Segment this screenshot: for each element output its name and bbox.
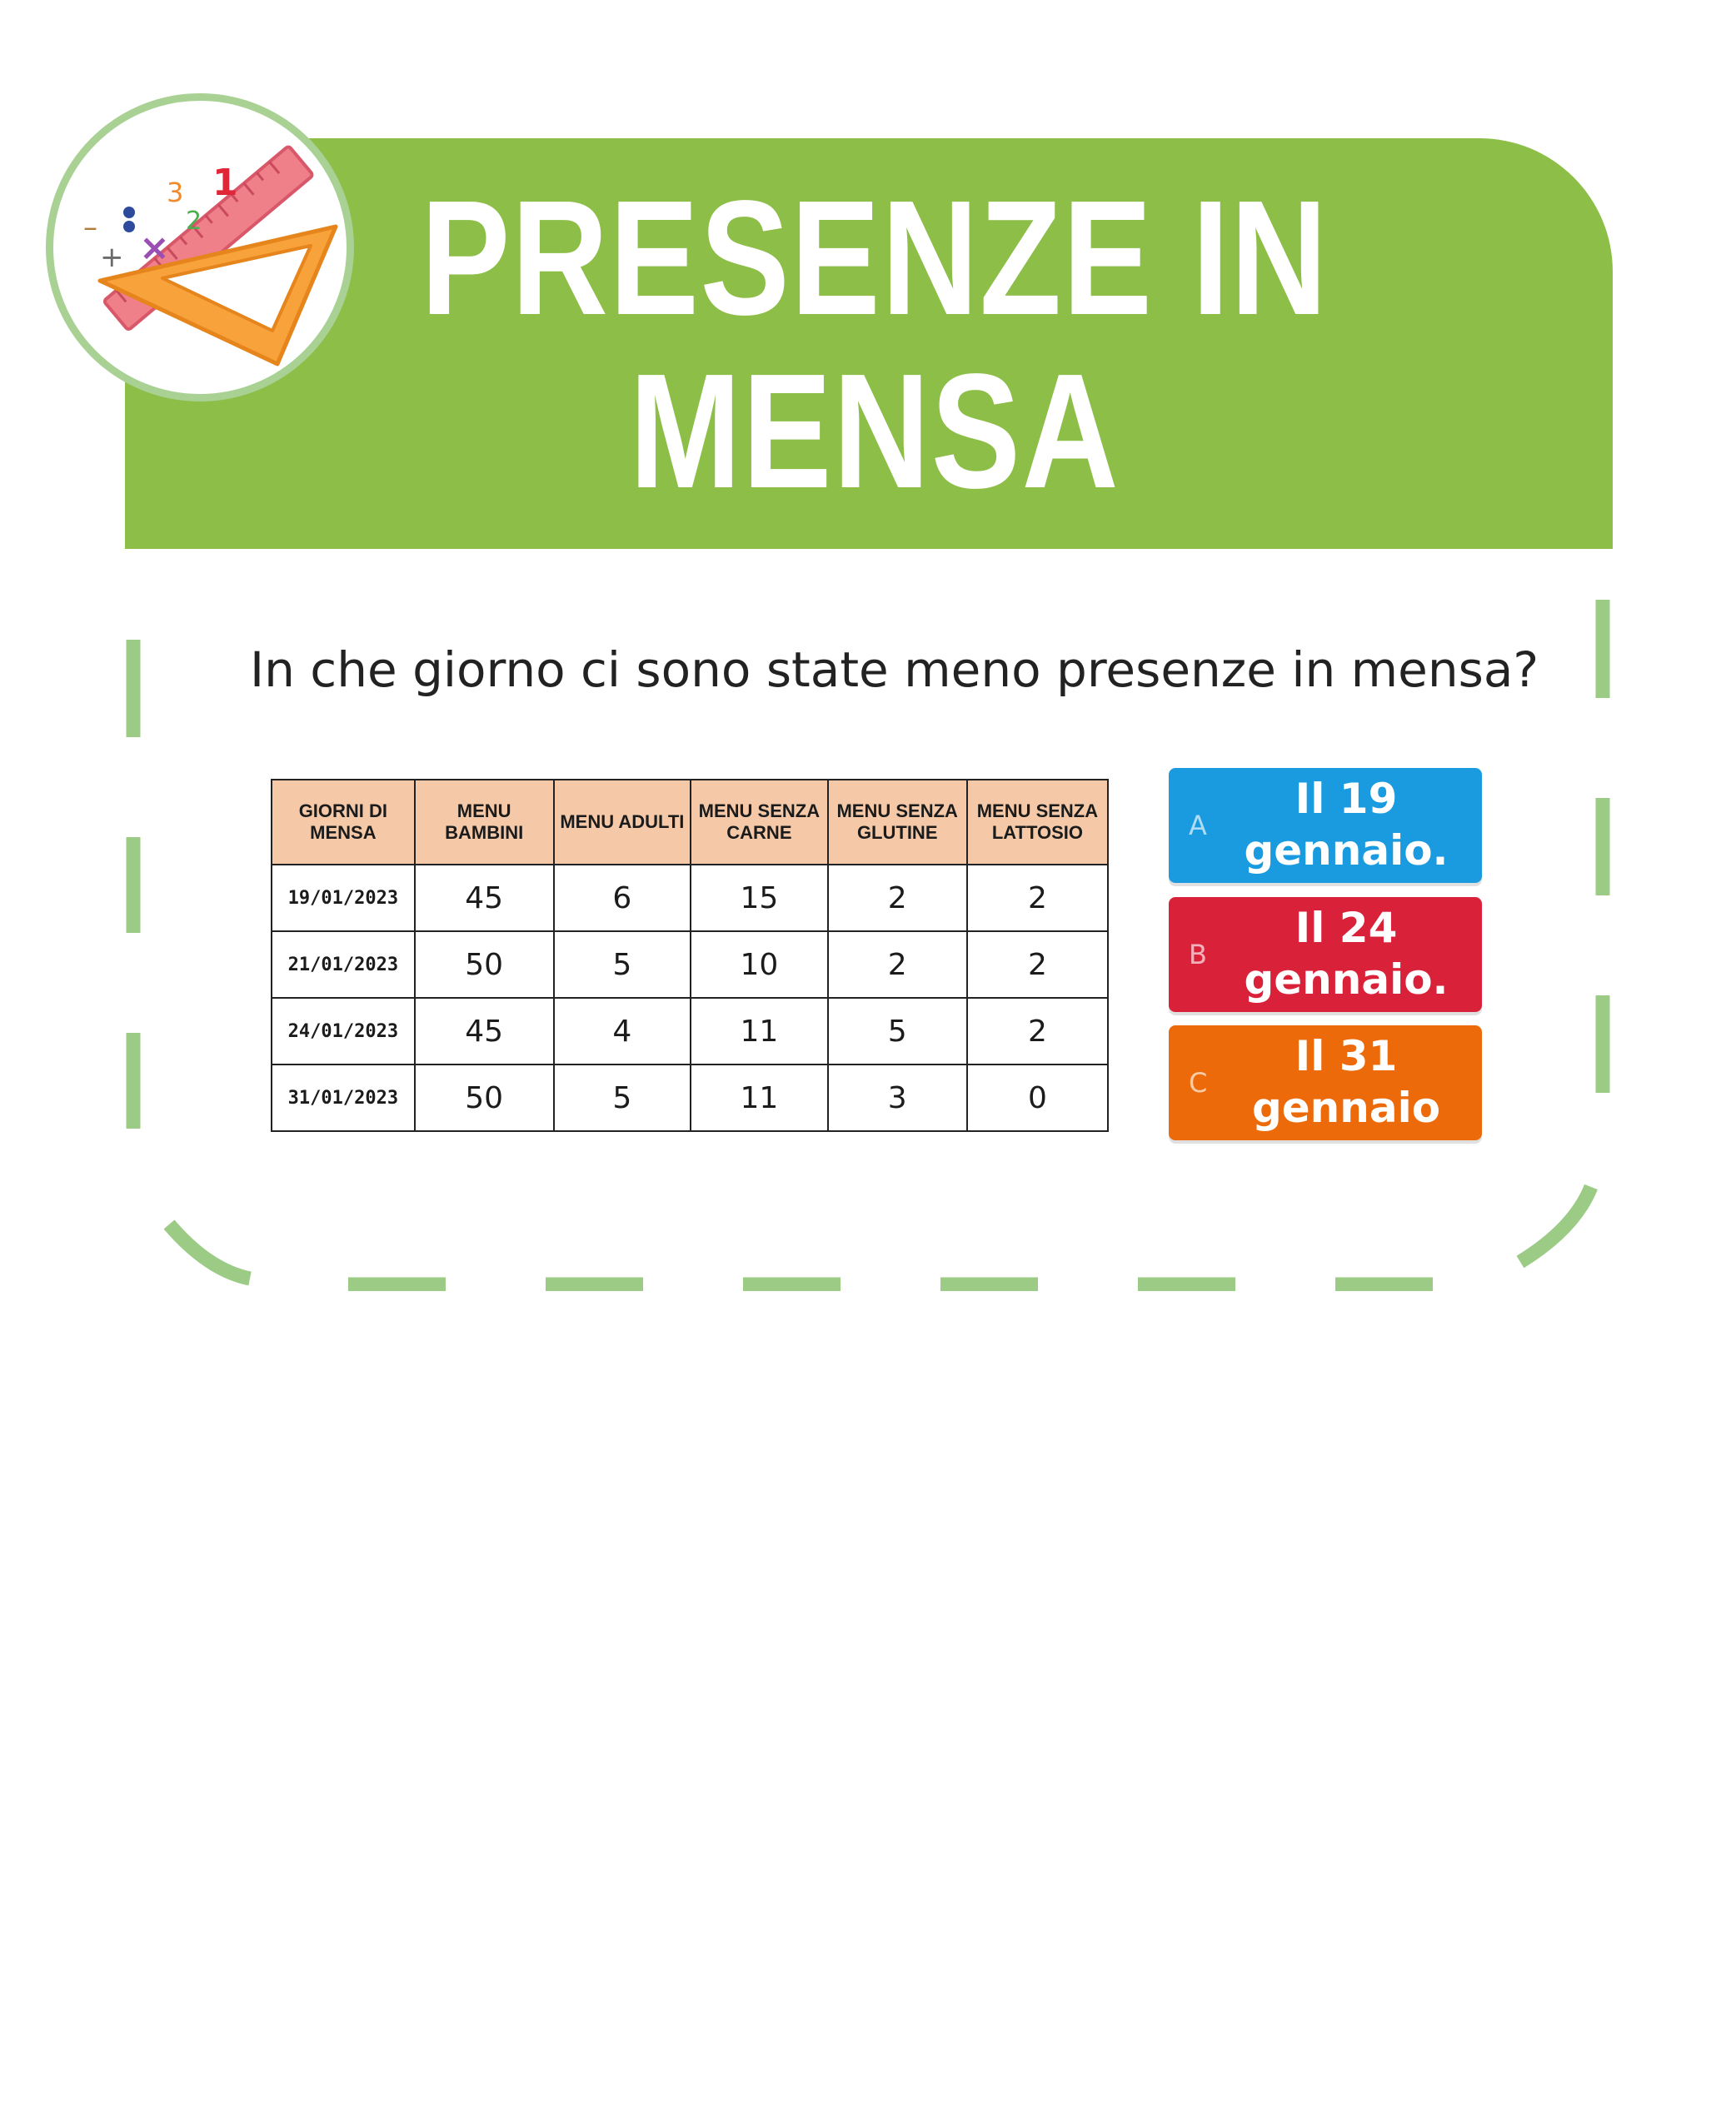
attendance-table (271, 779, 1109, 1132)
answer-letter: A (1189, 810, 1207, 841)
table-row (272, 998, 1108, 1064)
date-cell: 21/01/2023 (272, 931, 415, 998)
table-cell: 2 (967, 998, 1108, 1064)
answer-letter: C (1189, 1067, 1208, 1099)
table-cell: 3 (828, 1064, 967, 1131)
column-header: MENU ADULTI (554, 780, 691, 865)
table-cell: 11 (691, 998, 827, 1064)
column-header: MENU SENZA GLUTINE (828, 780, 967, 865)
table-row (272, 931, 1108, 998)
svg-text:+: + (100, 241, 124, 274)
table-cell: 2 (828, 865, 967, 931)
table-cell: 50 (415, 931, 554, 998)
table-cell: 6 (554, 865, 691, 931)
table-cell: 45 (415, 998, 554, 1064)
svg-text:2: 2 (186, 207, 202, 236)
table-cell: 4 (554, 998, 691, 1064)
table-cell: 5 (828, 998, 967, 1064)
answer-a-button[interactable] (1169, 768, 1482, 883)
answer-b-button[interactable] (1169, 897, 1482, 1012)
svg-text:1: 1 (212, 162, 238, 204)
column-header: MENU SENZA CARNE (691, 780, 827, 865)
page-title-line-1: PRESENZE IN (421, 167, 1329, 349)
table-cell: 11 (691, 1064, 827, 1131)
question-text: In che giorno ci sono state meno presenze in mensa? (250, 641, 1539, 698)
table-cell: 50 (415, 1064, 554, 1131)
ruler-triangle-math-icon (46, 93, 354, 401)
date-cell: 19/01/2023 (272, 865, 415, 931)
answer-text: Il 24 gennaio. (1244, 904, 1449, 1004)
table-cell: 5 (554, 931, 691, 998)
answer-text: Il 31 gennaio (1251, 1032, 1441, 1132)
answer-c-button[interactable] (1169, 1025, 1482, 1140)
svg-text:×: × (139, 227, 170, 269)
table-cell: 5 (554, 1064, 691, 1131)
date-cell: 24/01/2023 (272, 998, 415, 1064)
svg-text:3: 3 (167, 177, 184, 208)
column-header: GIORNI DI MENSA (272, 780, 415, 865)
table-cell: 45 (415, 865, 554, 931)
answer-letter: B (1189, 939, 1207, 970)
answer-text: Il 19 gennaio. (1244, 775, 1449, 875)
table-row (272, 865, 1108, 931)
table-cell: 0 (967, 1064, 1108, 1131)
table-cell: 2 (967, 865, 1108, 931)
column-header: MENU SENZA LATTOSIO (967, 780, 1108, 865)
table-cell: 10 (691, 931, 827, 998)
table-cell: 15 (691, 865, 827, 931)
date-cell: 31/01/2023 (272, 1064, 415, 1131)
svg-text:–: – (83, 211, 97, 244)
table-cell: 2 (828, 931, 967, 998)
table-header-row (272, 780, 1108, 865)
table-row (272, 1064, 1108, 1131)
page-title-line-2: MENSA (629, 340, 1120, 522)
column-header: MENU BAMBINI (415, 780, 554, 865)
table-cell: 2 (967, 931, 1108, 998)
